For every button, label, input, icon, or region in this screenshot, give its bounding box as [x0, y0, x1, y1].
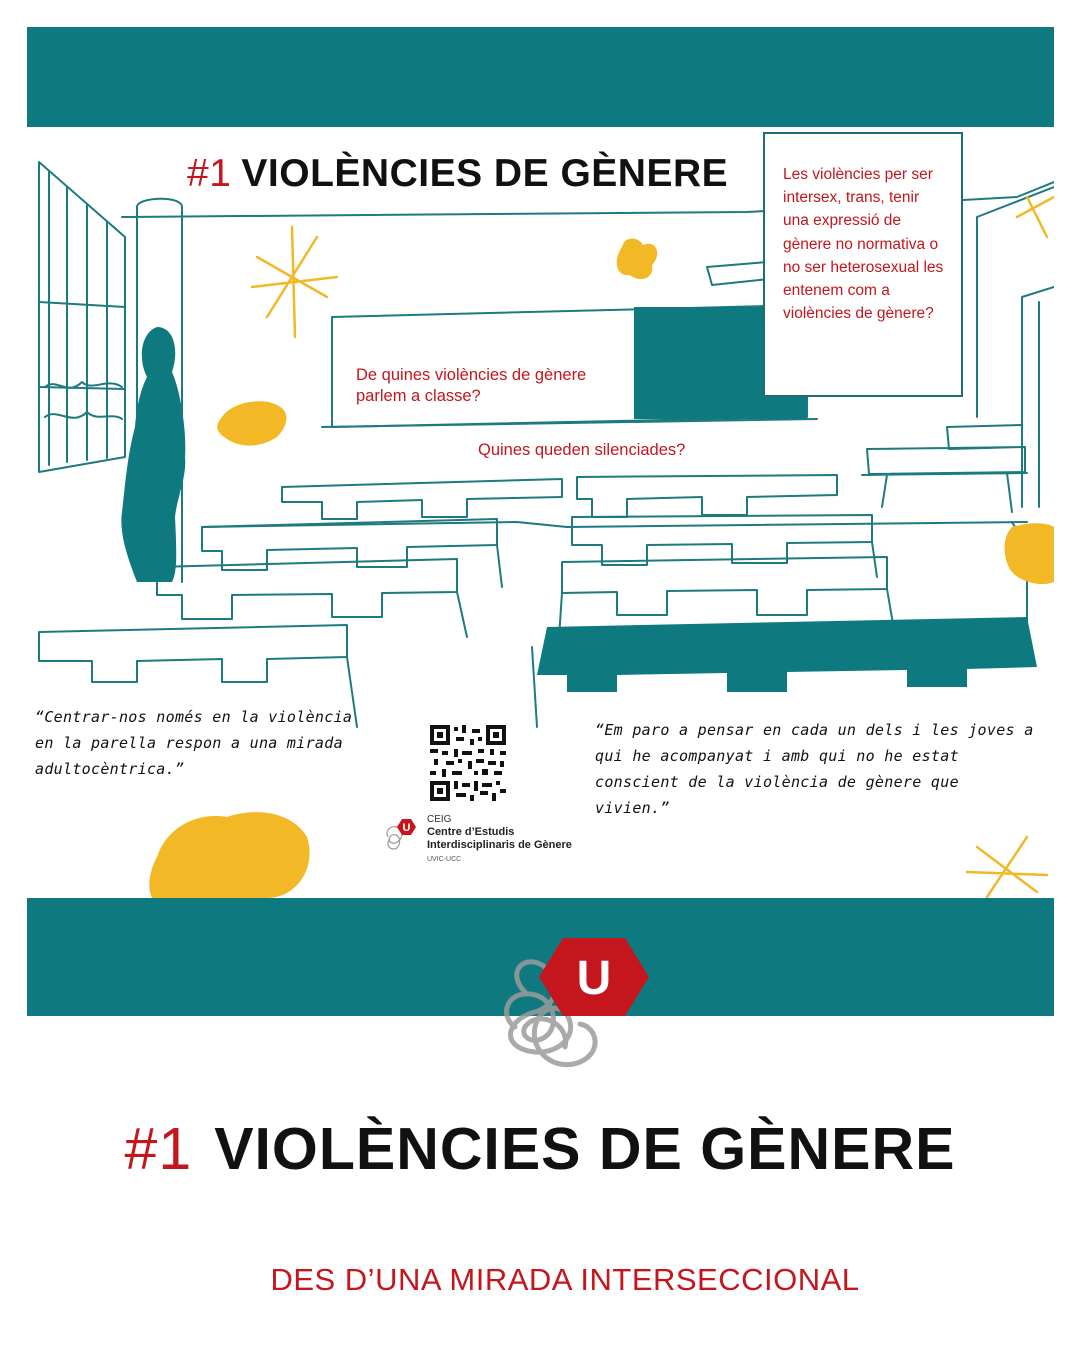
poster-illustration: [27, 127, 1054, 898]
page-subtitle: DES D’UNA MIRADA INTERSECCIONAL: [270, 1262, 860, 1297]
logo-letter: U: [576, 952, 612, 1005]
ceig-logo-icon: [380, 815, 430, 855]
quote-left: “Centrar-nos només en la violència en la parella respon a una mirada adultocèntrica.”: [35, 708, 353, 778]
title-text: VIOLÈNCIES DE GÈNERE: [214, 1116, 956, 1182]
ceig-acronym: CEIG: [427, 814, 452, 825]
ceig-name-line1: Centre d’Estudis: [427, 826, 515, 838]
quote-right: “Em paro a pensar en cada un dels i les joves a qui he acompanyat i amb qui no he estat conscient de la violència de gènere que vivien.”: [595, 721, 1034, 817]
question-main: De quines violències de gènere parlem a classe?: [356, 366, 587, 405]
top-banner: [27, 27, 1054, 127]
poster-title-number: #1: [187, 152, 232, 195]
question-silenced: Quines queden silenciades?: [478, 441, 686, 459]
ceig-institution: UVIC-UCC: [427, 856, 462, 863]
qr-code-icon[interactable]: [430, 725, 506, 801]
ceig-logo-letter: U: [402, 822, 411, 834]
university-logo-icon: [485, 932, 655, 1082]
poster-title: [187, 152, 728, 196]
poster-title-text: VIOLÈNCIES DE GÈNERE: [241, 152, 729, 195]
ceig-name-line2: Interdisciplinaris de Gènere: [427, 839, 572, 851]
info-box: Les violències per ser intersex, trans, tenir una expressió de gènere no normativa o no ser heterosexual les entenem com a violències de gènere?: [763, 132, 963, 397]
title-number: #1: [124, 1116, 193, 1182]
page-title: [0, 1115, 1080, 1183]
